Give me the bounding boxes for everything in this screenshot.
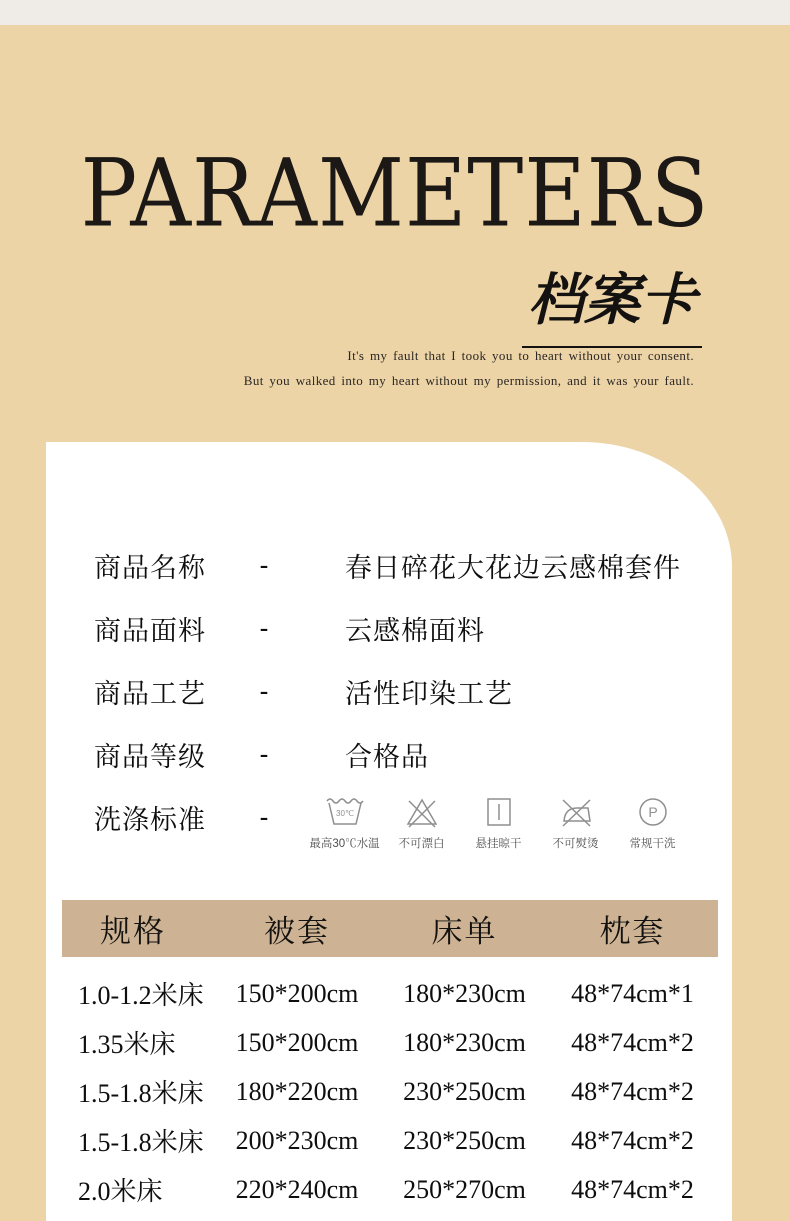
top-strip bbox=[0, 0, 790, 25]
table-row bbox=[62, 1116, 718, 1165]
care-item-no-bleach bbox=[383, 794, 460, 851]
dash-separator: - bbox=[259, 739, 269, 769]
cell-sheet: 250*270cm bbox=[403, 1174, 526, 1204]
dash-separator: - bbox=[259, 802, 269, 832]
hang-dry-icon bbox=[479, 794, 519, 830]
size-table-body bbox=[62, 957, 718, 1214]
size-table bbox=[62, 900, 718, 1214]
tagline bbox=[244, 344, 694, 393]
cell-spec: 1.5-1.8米床 bbox=[78, 1079, 204, 1108]
cell-spec: 1.35米床 bbox=[78, 1030, 176, 1059]
cell-spec: 2.0米床 bbox=[78, 1177, 163, 1206]
parameters-card bbox=[46, 442, 732, 1221]
cell-pillow: 48*74cm*2 bbox=[571, 1076, 694, 1106]
info-row-grade bbox=[46, 723, 732, 786]
cell-pillow: 48*74cm*2 bbox=[571, 1125, 694, 1155]
tagline-line2: But you walked into my heart without my permission, and it was your fault. bbox=[243, 372, 694, 388]
info-row-name bbox=[46, 534, 732, 597]
info-label: 商品名称 bbox=[94, 553, 206, 583]
care-label: 常规干洗 bbox=[629, 838, 676, 850]
cell-pillow: 48*74cm*2 bbox=[571, 1027, 694, 1057]
info-value: 云感棉面料 bbox=[345, 616, 485, 646]
care-label: 不可漂白 bbox=[398, 838, 445, 850]
cell-duvet: 150*200cm bbox=[235, 1027, 359, 1057]
dry-clean-icon bbox=[633, 794, 673, 830]
cell-pillow: 48*74cm*2 bbox=[571, 1174, 694, 1204]
info-row-craft bbox=[46, 660, 732, 723]
product-info bbox=[46, 442, 732, 849]
cell-spec: 1.0-1.2米床 bbox=[78, 981, 204, 1010]
archive-card-subtitle: 档案卡 bbox=[522, 256, 702, 348]
column-header-spec: 规格 bbox=[100, 914, 166, 949]
info-value: 春日碎花大花边云感棉套件 bbox=[345, 553, 681, 583]
table-row bbox=[62, 1067, 718, 1116]
wash-30-icon bbox=[325, 794, 365, 830]
care-label: 不可熨烫 bbox=[552, 838, 599, 850]
care-item-dry-clean bbox=[614, 794, 691, 851]
info-label: 商品面料 bbox=[94, 616, 206, 646]
table-row bbox=[62, 1165, 718, 1214]
cell-sheet: 230*250cm bbox=[403, 1125, 526, 1155]
dash-separator: - bbox=[259, 550, 269, 580]
dash-separator: - bbox=[259, 613, 269, 643]
table-row bbox=[62, 969, 718, 1018]
cell-sheet: 230*250cm bbox=[403, 1076, 526, 1106]
info-row-washing bbox=[46, 786, 732, 849]
care-item-wash bbox=[306, 794, 383, 851]
size-table-header bbox=[62, 900, 718, 957]
cell-duvet: 200*230cm bbox=[235, 1125, 359, 1155]
cell-sheet: 180*230cm bbox=[403, 1027, 526, 1057]
table-row bbox=[62, 1018, 718, 1067]
column-header-pillow: 枕套 bbox=[599, 914, 666, 949]
care-item-hang-dry bbox=[460, 794, 537, 851]
info-value: 活性印染工艺 bbox=[345, 679, 513, 709]
cell-pillow: 48*74cm*1 bbox=[571, 978, 694, 1008]
info-label: 商品等级 bbox=[94, 742, 206, 772]
no-iron-icon bbox=[556, 794, 596, 830]
tagline-line1: It's my fault that I took you to heart without your consent. bbox=[347, 348, 694, 363]
info-label: 商品工艺 bbox=[94, 679, 206, 709]
cell-sheet: 180*230cm bbox=[403, 978, 526, 1008]
column-header-sheet: 床单 bbox=[431, 914, 498, 949]
svg-text:30℃: 30℃ bbox=[335, 809, 354, 818]
svg-text:P: P bbox=[647, 804, 658, 820]
cell-duvet: 180*220cm bbox=[235, 1076, 359, 1106]
no-bleach-icon bbox=[402, 794, 442, 830]
dash-separator: - bbox=[259, 676, 269, 706]
page-title: PARAMETERS bbox=[80, 138, 710, 248]
info-value: 合格品 bbox=[345, 742, 429, 772]
info-row-fabric bbox=[46, 597, 732, 660]
cell-spec: 1.5-1.8米床 bbox=[78, 1128, 204, 1157]
column-header-duvet: 被套 bbox=[264, 914, 330, 949]
care-label: 悬挂晾干 bbox=[475, 838, 522, 850]
care-label: 最高30℃水温 bbox=[309, 838, 380, 850]
care-item-no-iron bbox=[537, 794, 614, 851]
care-icons bbox=[306, 794, 691, 851]
cell-duvet: 220*240cm bbox=[235, 1174, 359, 1204]
info-label: 洗涤标准 bbox=[94, 805, 206, 835]
cell-duvet: 150*200cm bbox=[235, 978, 359, 1008]
